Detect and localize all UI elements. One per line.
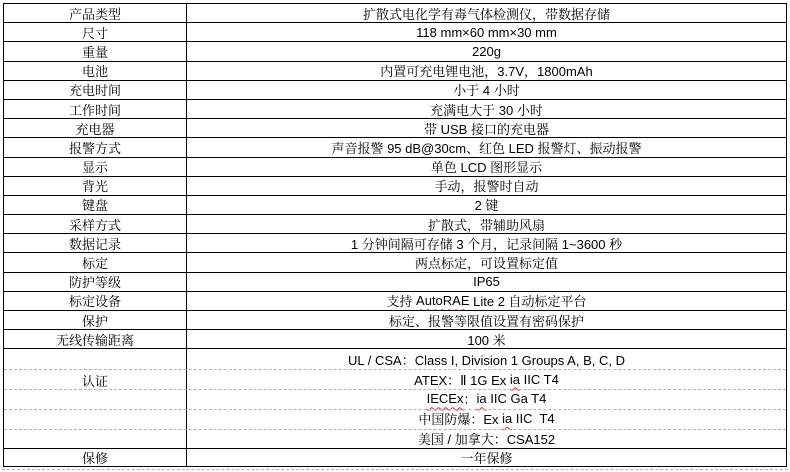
table-row xyxy=(4,158,786,177)
row-value: 内置可充电锂电池，3.7V，1800mAh xyxy=(380,64,593,80)
table-row xyxy=(4,311,786,330)
table-row xyxy=(4,42,786,61)
row-value: 220g xyxy=(472,43,501,59)
certification-line xyxy=(187,409,786,429)
row-value: 118 mm×60 mm×30 mm xyxy=(416,24,557,40)
spellcheck-flagged-word: AutoRAE xyxy=(416,293,470,309)
value-text: IIC T4 xyxy=(512,411,555,427)
row-label: 键盘 xyxy=(4,196,187,214)
table-row xyxy=(4,23,786,42)
value-text: ： xyxy=(463,392,477,408)
spec-table xyxy=(3,3,787,467)
spellcheck-flagged-word: ia xyxy=(476,391,487,407)
row-label: 无线传输距离 xyxy=(4,330,187,348)
row-label: 尺寸 xyxy=(4,23,187,41)
row-label: 数据记录 xyxy=(4,234,187,252)
row-label: 重量 xyxy=(4,42,187,60)
row-label: 认证 xyxy=(81,373,108,389)
spellcheck-flagged-word: ia xyxy=(509,371,521,387)
row-value: 充满电大于 30 小时 xyxy=(430,102,543,118)
row-label: 工作时间 xyxy=(4,100,187,118)
table-row xyxy=(4,62,786,81)
certification-row xyxy=(4,349,786,449)
table-row xyxy=(4,177,786,196)
value-text: ATEX：Ⅱ 1G Ex xyxy=(414,372,510,388)
table-row xyxy=(4,4,786,23)
row-label: 保修 xyxy=(4,449,187,466)
table-row xyxy=(4,449,786,466)
table-row xyxy=(4,196,786,215)
certification-label-cell xyxy=(4,349,187,448)
row-value: 声音报警 95 dB@30cm、红色 LED 报警灯、振动报警 xyxy=(331,140,642,156)
value-text: 美国 / 加拿大：CSA152 xyxy=(417,431,556,447)
row-label: 采样方式 xyxy=(4,215,187,233)
table-row xyxy=(4,253,786,272)
row-value: IP65 xyxy=(473,274,500,290)
value-text: 支持 xyxy=(386,294,417,310)
row-label: 标定 xyxy=(4,253,187,271)
table-row xyxy=(4,292,786,311)
certification-line xyxy=(187,369,786,389)
row-label: 标定设备 xyxy=(4,292,187,310)
row-value: 两点标定，可设置标定值 xyxy=(414,256,558,272)
row-value: 一年保修 xyxy=(460,451,513,466)
value-text: Lite 2 自动标定平台 xyxy=(469,294,587,310)
row-label: 充电器 xyxy=(4,119,187,137)
table-row xyxy=(4,100,786,119)
value-text: IIC T4 xyxy=(520,371,559,387)
table-row xyxy=(4,138,786,157)
row-label: 产品类型 xyxy=(4,4,187,22)
row-label: 保护 xyxy=(4,311,187,329)
row-value: 2 键 xyxy=(474,198,499,214)
spellcheck-flagged-word: IECEx xyxy=(426,391,464,407)
row-value: 标定、报警等限值设置有密码保护 xyxy=(388,313,584,329)
row-label: 背光 xyxy=(4,177,187,195)
row-label: 防护等级 xyxy=(4,273,187,291)
table-row xyxy=(4,330,786,349)
row-label: 报警方式 xyxy=(4,138,187,156)
row-label: 显示 xyxy=(4,158,187,176)
certification-line xyxy=(187,429,786,449)
row-value: 扩散式电化学有毒气体检测仪，带数据存储 xyxy=(362,6,610,22)
row-value: 100 米 xyxy=(467,332,506,348)
row-value: 扩散式，带辅助风扇 xyxy=(427,217,545,233)
table-row xyxy=(4,273,786,292)
table-gridline xyxy=(2,469,788,470)
row-value: 小于 4 小时 xyxy=(453,83,520,99)
row-label: 电池 xyxy=(4,62,187,80)
row-value: 1 分钟间隔可存储 3 个月，记录间隔 1~3600 秒 xyxy=(350,236,623,252)
spellcheck-flagged-word: ia xyxy=(502,411,513,427)
table-row xyxy=(4,81,786,100)
row-label: 充电时间 xyxy=(4,81,187,99)
row-value: 单色 LCD 图形显示 xyxy=(430,160,543,176)
certification-line xyxy=(187,349,786,369)
table-row xyxy=(4,119,786,138)
row-value: 带 USB 接口的充电器 xyxy=(424,121,549,137)
value-text: IIC Ga T4 xyxy=(486,391,547,407)
certification-line xyxy=(187,389,786,409)
table-row xyxy=(4,234,786,253)
value-text: 中国防爆：Ex xyxy=(418,412,503,428)
value-text: UL / CSA：Class I, Division 1 Groups A, B, C, D xyxy=(348,352,625,368)
row-value: 手动，报警时自动 xyxy=(434,179,539,195)
row-value xyxy=(187,292,786,310)
table-row xyxy=(4,215,786,234)
certification-values xyxy=(187,349,786,448)
